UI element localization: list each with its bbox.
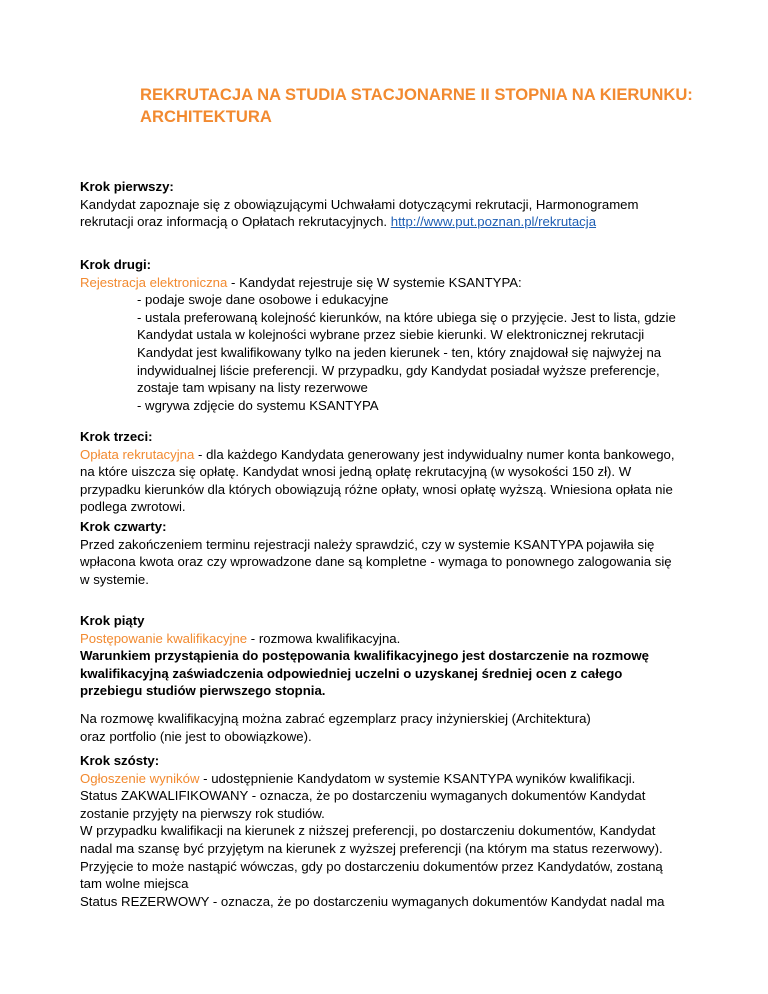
page-title: REKRUTACJA NA STUDIA STACJONARNE II STOPNIA NA KIERUNKU: ARCHITEKTURA [140, 85, 693, 126]
step-1-heading: Krok pierwszy: [80, 179, 174, 194]
step-2-list [80, 291, 680, 414]
recruitment-link[interactable]: http://www.put.poznan.pl/rekrutacja [390, 214, 597, 230]
step-3-body: - dla każdego Kandydata generowany jest indywidualny numer konta bankowego, na które uiszcza się opłatę. Kandydat wnosi jedną opłatę rekrutacyjną (w wysokości 150 zł). W przypadku kierunków dla których obowiązują różne opłaty, wnosi opłatę wyższą. Wniesiona opłata nie podlega zwrotowi. [80, 446, 675, 515]
step-5-bold-text: Warunkiem przystąpienia do postępowania kwalifikacyjnego jest dostarczenie na rozmowę kwalifikacyjną zaświadczenia odpowiedniej uczelni o uzyskanej średniej ocen z całego przebiegu studiów pierwszego stopnia. [80, 648, 649, 699]
step-3-heading: Krok trzeci: [80, 429, 153, 444]
step-1-text [80, 196, 680, 231]
step-3-highlight: Opłata rekrutacyjna [80, 446, 195, 462]
step-5-note-line-1: Na rozmowę kwalifikacyjną można zabrać egzemplarz pracy inżynierskiej (Architektura) [80, 711, 591, 726]
step-2-text: - Kandydat rejestruje się W systemie KSANTYPA: [227, 274, 522, 290]
step-6-line: W przypadku kwalifikacji na kierunek z niższej preferencji, po dostarczeniu dokumentów, Kandydat nadal ma szansę być przyjętym na kierunek z wyższej preferencji (na którym ma status rezerwowy). Przyjęcie to może nastąpić wówczas, gdy po dostarczeniu dokumentów przez Kandydatów, zostaną tam wolne miejsca [80, 823, 663, 892]
step-2-highlight: Rejestracja elektroniczna [80, 274, 228, 290]
step-6-heading: Krok szósty: [80, 753, 160, 768]
step-4-section [80, 518, 680, 588]
step-5-intro [80, 630, 680, 648]
step-5-heading: Krok piąty [80, 613, 145, 628]
step-6-intro [80, 770, 680, 788]
step-5-text: - rozmowa kwalifikacyjna. [247, 630, 401, 646]
step-1-body: Kandydat zapoznaje się z obowiązującymi Uchwałami dotyczącymi rekrutacji, Harmonogramem rekrutacji oraz informacją o Opłatach rekrutacyjnych. [80, 196, 639, 230]
step-2-intro [80, 274, 680, 292]
step-6-text: - udostępnienie Kandydatom w systemie KSANTYPA wyników kwalifikacji. [199, 770, 636, 786]
step-3-text [80, 446, 680, 516]
step-1-section [80, 178, 680, 231]
step-3-section [80, 428, 680, 516]
step-4-text: Przed zakończeniem terminu rejestracji należy sprawdzić, czy w systemie KSANTYPA pojawiła się wpłacona kwota oraz czy wprowadzone dane są kompletne - wymaga to ponownego zalogowania się w systemie. [80, 536, 672, 587]
step-5-note [80, 710, 680, 745]
step-4-heading: Krok czwarty: [80, 519, 167, 534]
step-2-item: - ustala preferowaną kolejność kierunków, na które ubiega się o przyjęcie. Jest to lista, gdzie Kandydat ustala w kolejności wybrane przez siebie kierunki. W elektronicznej rekrutacji Kandydat jest kwalifikowany tylko na jeden kierunek - ten, który znajdował się najwyżej na indywidualnej liście preferencji. W przypadku, gdy Kandydat posiadał wyższe preferencje, zostaje tam wpisany na listy rezerwowe [137, 309, 676, 396]
step-2-heading: Krok drugi: [80, 257, 152, 272]
step-6-line: Status REZERWOWY - oznacza, że po dostarczeniu wymaganych dokumentów Kandydat nadal ma [80, 893, 665, 909]
step-6-section [80, 752, 680, 910]
step-5-note-line-2: oraz portfolio (nie jest to obowiązkowe). [80, 728, 312, 744]
step-2-item: - wgrywa zdjęcie do systemu KSANTYPA [137, 397, 379, 413]
step-6-line: Status ZAKWALIFIKOWANY - oznacza, że po dostarczeniu wymaganych dokumentów Kandydat zostanie przyjęty na pierwszy rok studiów. [80, 788, 646, 821]
step-2-section [80, 256, 680, 414]
step-5-section [80, 612, 680, 700]
step-2-item: - podaje swoje dane osobowe i edukacyjne [137, 292, 389, 308]
step-6-highlight: Ogłoszenie wyników [80, 770, 200, 786]
step-5-highlight: Postępowanie kwalifikacyjne [80, 630, 248, 646]
